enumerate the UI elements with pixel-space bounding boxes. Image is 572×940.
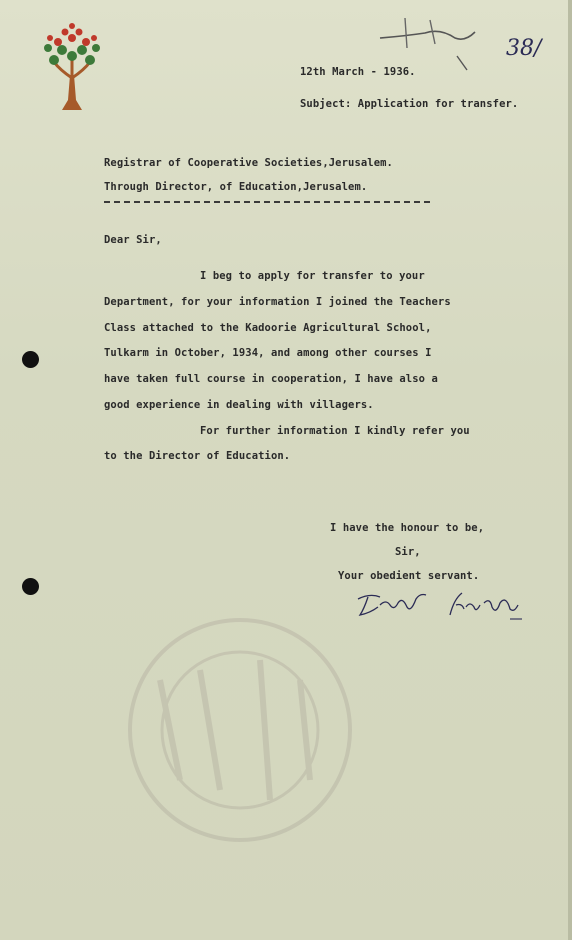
recipient-line-2: Through Director, of Education,Jerusalem. [104, 181, 368, 193]
body-line: Tulkarm in October, 1934, and among other courses I [104, 347, 432, 359]
body-line: good experience in dealing with villagers. [104, 399, 374, 411]
signature-icon [350, 585, 550, 630]
body-line: For further information I kindly refer you [200, 425, 470, 437]
body-line: I beg to apply for transfer to your [200, 270, 425, 282]
punch-hole [22, 351, 39, 368]
body-line: Department, for your information I joined the Teachers [104, 296, 451, 308]
tree-logo-icon [40, 20, 104, 116]
body-line: to the Director of Education. [104, 450, 291, 462]
ref-number-text: 38/ [506, 36, 542, 61]
faint-stamp-watermark [120, 610, 360, 850]
punch-hole [22, 578, 39, 595]
body-line: have taken full course in cooperation, I have also a [104, 373, 438, 385]
dashed-divider [104, 201, 430, 203]
page-edge [568, 0, 572, 940]
body-line: Class attached to the Kadoorie Agricultural School, [104, 322, 432, 334]
letter-date: 12th March - 1936. [300, 66, 416, 78]
recipient-line-1: Registrar of Cooperative Societies,Jerusalem. [104, 157, 393, 169]
closing-line-1: I have the honour to be, [330, 522, 485, 534]
salutation: Dear Sir, [104, 234, 162, 246]
letter-subject: Subject: Application for transfer. [300, 98, 519, 110]
closing-line-2: Sir, [395, 546, 421, 558]
closing-line-3: Your obedient servant. [338, 570, 480, 582]
